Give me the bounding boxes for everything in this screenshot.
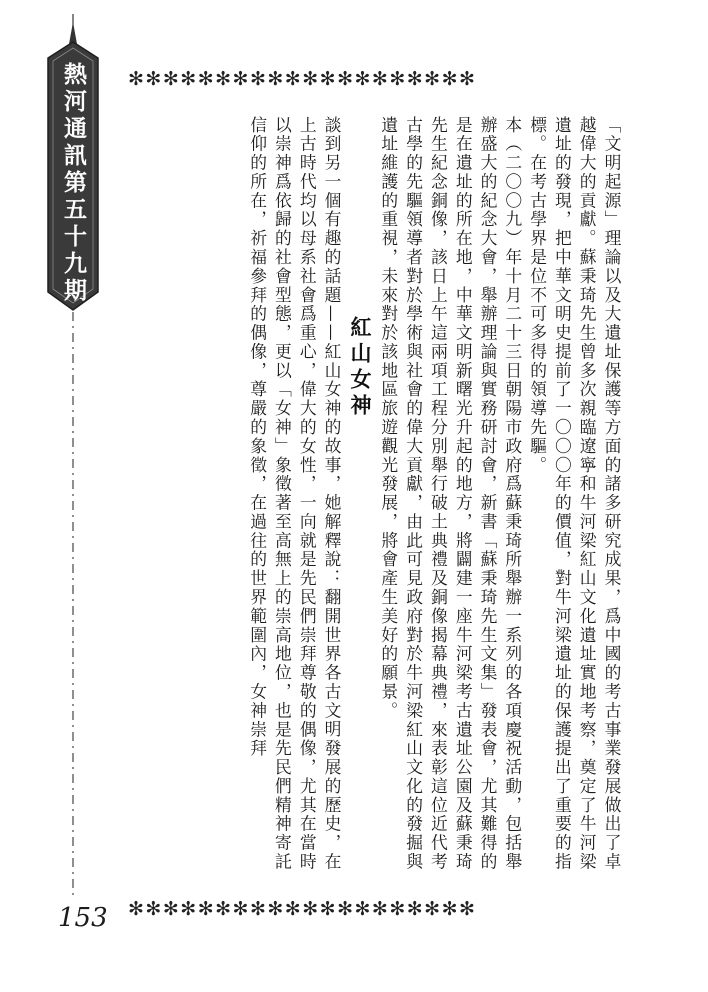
ornament-star-icon: ✻ bbox=[128, 898, 146, 920]
ornament-star-icon: ✻ bbox=[162, 68, 181, 90]
ornament-star-icon: ✻ bbox=[267, 898, 285, 920]
ornament-star-icon: ✻ bbox=[389, 898, 407, 920]
ornament-star-icon: ✻ bbox=[319, 898, 338, 920]
ornament-star-icon: ✻ bbox=[180, 898, 198, 920]
ornament-star-icon: ✻ bbox=[459, 68, 477, 90]
ornament-star-icon: ✻ bbox=[354, 898, 372, 920]
top-ornament-border bbox=[128, 68, 636, 90]
section-heading: 紅山女神 bbox=[348, 316, 373, 420]
ornament-star-icon: ✻ bbox=[249, 898, 268, 920]
ornament-star-icon: ✻ bbox=[371, 68, 390, 90]
tab-top-spike bbox=[69, 22, 77, 44]
ornament-star-icon: ✻ bbox=[319, 68, 338, 90]
ornament-star-icon: ✻ bbox=[406, 68, 425, 90]
ornament-star-icon: ✻ bbox=[232, 898, 250, 920]
ornament-star-icon: ✻ bbox=[197, 68, 216, 90]
paragraph-1: 「文明起源」理論以及大遺址保護等方面的諸多研究成果，爲中國的考古事業發展做出了卓越偉大的貢獻。蘇秉琦先生曾多次親臨遼寧和牛河梁紅山文化遺址實地考察，奠定了牛河梁遺址的發現，把中華文明史提前了一〇〇〇年的價值，對牛河梁遺址的保護提出了重要的指標。在考古學界是位不可多得的領導先驅。 bbox=[527, 116, 622, 872]
paragraph-2: 本（二〇〇九）年十月二十三日朝陽市政府爲蘇秉琦所舉辦一系列的各項慶祝活動，包括舉辦盛大的紀念大會，舉辦理論與實務研討會，新書「蘇秉琦先生文集」發表會，尤其難得的是在遺址的所在地，中華文明新曙光升起的地方，將闢建一座牛河梁考古遺址公園及蘇秉琦先生紀念銅像，該日上午這兩項工程分別舉行破土典禮及銅像揭幕典禮，來表彰這位近代考古學的先驅領導者對於學術與社會的偉大貢獻，由此可見政府對於牛河梁紅山文化的發掘與遺址維護的重視，未來對於該地區旅遊觀光發展，將會產生美好的願景。 bbox=[378, 116, 523, 872]
ornament-star-icon: ✻ bbox=[337, 68, 355, 90]
ornament-star-icon: ✻ bbox=[302, 898, 320, 920]
ornament-star-icon: ✻ bbox=[197, 898, 216, 920]
ornament-star-icon: ✻ bbox=[145, 68, 163, 90]
ornament-star-icon: ✻ bbox=[406, 898, 425, 920]
article-body bbox=[138, 116, 624, 876]
ornament-star-icon: ✻ bbox=[215, 898, 233, 920]
ornament-star-icon: ✻ bbox=[441, 68, 460, 90]
ornament-star-icon: ✻ bbox=[371, 898, 390, 920]
page-number: 153 bbox=[58, 903, 108, 933]
ornament-star-icon: ✻ bbox=[249, 68, 268, 90]
ornament-star-icon: ✻ bbox=[232, 68, 250, 90]
ornament-star-icon: ✻ bbox=[459, 898, 477, 920]
ornament-star-icon: ✻ bbox=[128, 68, 146, 90]
ornament-star-icon: ✻ bbox=[267, 68, 285, 90]
ornament-star-icon: ✻ bbox=[162, 898, 181, 920]
ornament-star-icon: ✻ bbox=[215, 68, 233, 90]
ornament-star-icon: ✻ bbox=[389, 68, 407, 90]
bottom-ornament-border bbox=[128, 898, 636, 920]
ornament-star-icon: ✻ bbox=[337, 898, 355, 920]
paragraph-3: 談到另一個有趣的話題——紅山女神的故事，她解釋說：翻開世界各古文明發展的歷史，在上古時代均以母系社會爲重心，偉大的女性，一向就是先民們崇拜尊敬的偶像，尤其在當時以崇神爲依歸的社會型態，更以「女神」象徵著至高無上的崇高地位，也是先民們精神寄託信仰的所在，祈福參拜的偶像，尊嚴的象徵，在過往的世界範圍內，女神崇拜 bbox=[247, 116, 343, 872]
ornament-star-icon: ✻ bbox=[180, 68, 198, 90]
ornament-star-icon: ✻ bbox=[284, 898, 303, 920]
ornament-star-icon: ✻ bbox=[284, 68, 303, 90]
ornament-star-icon: ✻ bbox=[302, 68, 320, 90]
ornament-star-icon: ✻ bbox=[145, 898, 163, 920]
ornament-star-icon: ✻ bbox=[441, 898, 460, 920]
ornament-star-icon: ✻ bbox=[354, 68, 372, 90]
ornament-star-icon: ✻ bbox=[424, 898, 442, 920]
journal-title: 熱河通訊第五十九期 bbox=[60, 62, 87, 305]
ornament-star-icon: ✻ bbox=[424, 68, 442, 90]
